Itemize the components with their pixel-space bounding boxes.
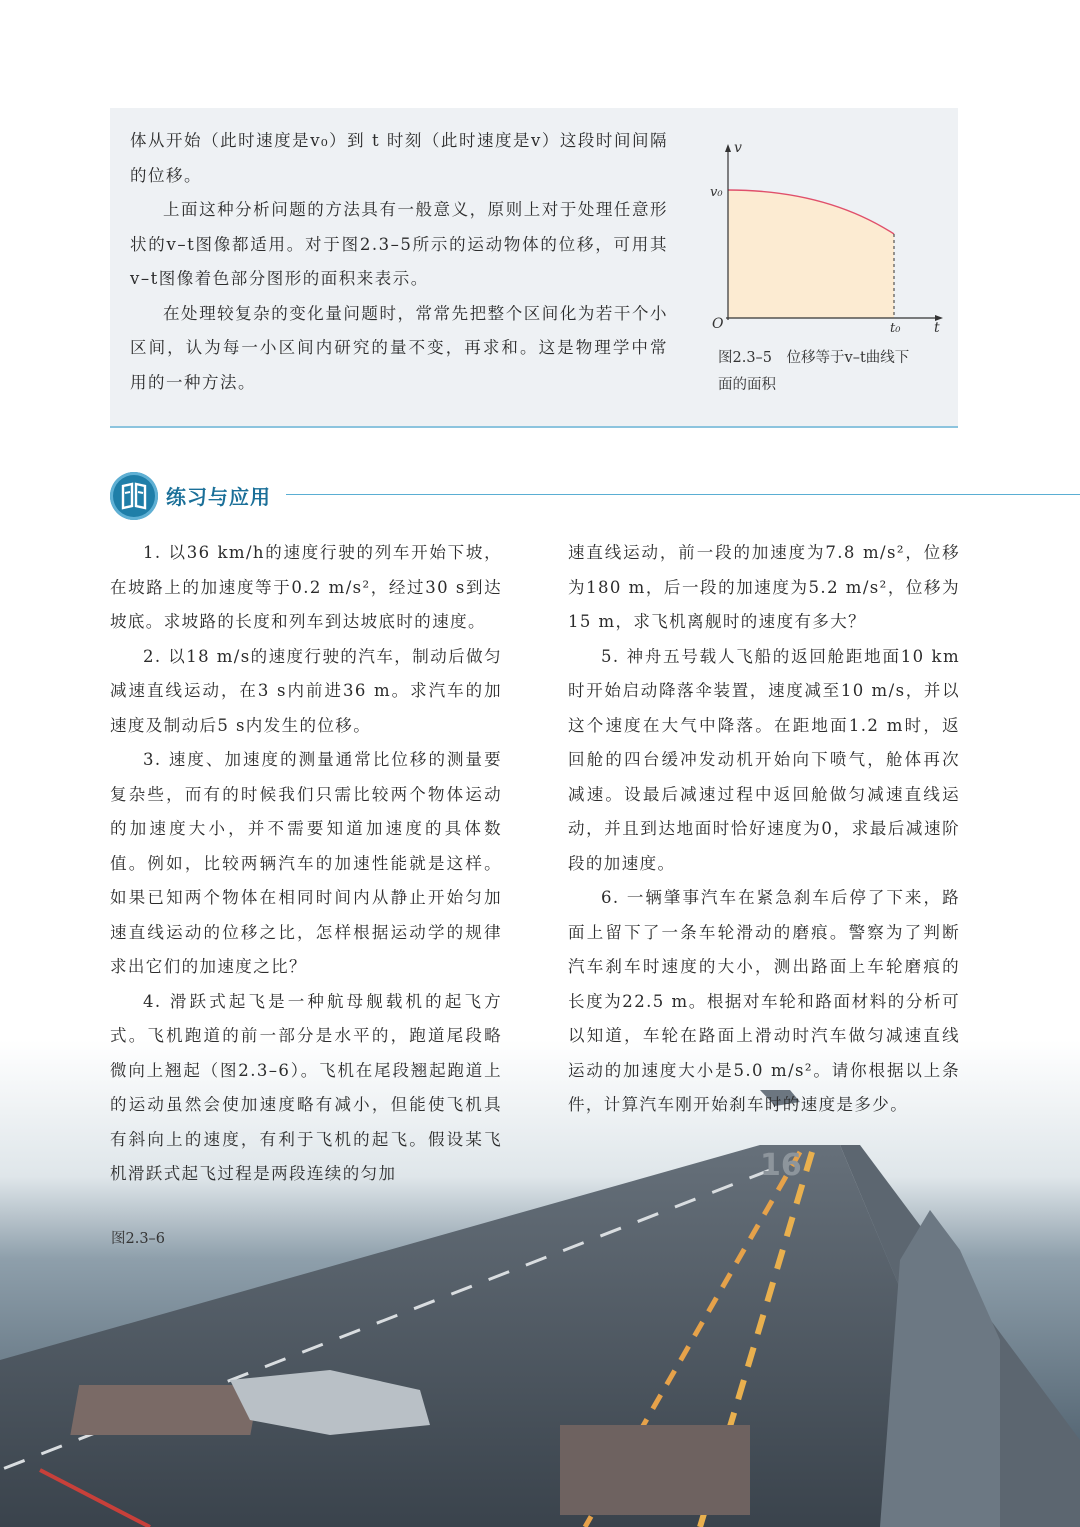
section-title: 练习与应用 — [166, 485, 271, 509]
figure-236-label: 图2.3–6 — [111, 1231, 166, 1247]
exercise-5: 5. 神舟五号载人飞船的返回舱距地面10 km时开始启动降落伞装置，速度减至10 m/s，并以这个速度在大气中降落。在距地面1.2 m时，返回舱的四台缓冲发动机开始向下喷气，舱体再次减速。设最后减速过程中返回舱做匀减速直线运动，并且到达地面时恰好速度为0，求最后减速阶段的加速度。 — [568, 646, 960, 873]
exercises-left-column — [110, 536, 502, 1192]
axis-label-v: v — [734, 140, 742, 156]
y-axis-arrow — [725, 144, 731, 152]
exercise-4: 4. 滑跃式起飞是一种航母舰载机的起飞方式。飞机跑道的前一部分是水平的，跑道尾段略微向上翘起（图2.3–6）。飞机在尾段翘起跑道上的运动虽然会使加速度略有减小，但能使飞机具有斜向上的速度，有利于飞机的起飞。假设某飞机滑跃式起飞过程是两段连续的匀加 — [110, 991, 502, 1183]
deck-number: 16 — [760, 1148, 802, 1183]
panel-divider — [110, 426, 958, 428]
intro-paragraph-1: 体从开始（此时速度是v₀）到 t 时刻（此时速度是v）这段时间间隔的位移。 — [130, 131, 668, 185]
exercises-right-column — [568, 536, 960, 1123]
area-under-curve — [728, 190, 894, 318]
axis-label-t: t — [934, 320, 940, 336]
practice-book-icon — [110, 472, 158, 520]
section-header — [110, 470, 1080, 522]
blast-deflector-right — [560, 1425, 750, 1515]
origin-label: O — [712, 316, 724, 332]
vt-graph-figure — [706, 138, 946, 338]
blast-deflector-left — [70, 1385, 259, 1435]
intro-paragraph-3: 在处理较复杂的变化量问题时，常常先把整个区间化为若干个小区间，认为每一小区间内研究的量不变，再求和。这是物理学中常用的一种方法。 — [130, 303, 668, 392]
v0-label: v₀ — [710, 185, 723, 200]
intro-text — [130, 124, 668, 400]
intro-paragraph-2: 上面这种分析问题的方法具有一般意义，原则上对于处理任意形状的v–t图像都适用。对于图2.3–5所示的运动物体的位移，可用其v–t图像着色部分图形的面积来表示。 — [130, 200, 668, 288]
exercise-2: 2. 以18 m/s的速度行驶的汽车，制动后做匀减速直线运动，在3 s内前进36 m。求汽车的加速度及制动后5 s内发生的位移。 — [110, 646, 502, 735]
exercise-6: 6. 一辆肇事汽车在紧急刹车后停了下来，路面上留下了一条车轮滑动的磨痕。警察为了判断汽车刹车时速度的大小，测出路面上车轮磨痕的长度为22.5 m。根据对车轮和路面材料的分析可以知道，车轮在路面上滑动时汽车做匀减速直线运动的加速度大小是5.0 m/s²。请你根据以上条件，计算汽车刚开始刹车时的速度是多少。 — [568, 888, 960, 1114]
exercise-4-continued: 速直线运动，前一段的加速度为7.8 m/s²，位移为180 m，后一段的加速度为5.2 m/s²，位移为15 m，求飞机离舰时的速度有多大？ — [568, 543, 960, 631]
exercise-3: 3. 速度、加速度的测量通常比位移的测量要复杂些，而有的时候我们只需比较两个物体运动的加速度大小，并不需要知道加速度的具体数值。例如，比较两辆汽车的加速性能就是这样。如果已知两个物体在相同时间内从静止开始匀加速直线运动的位移之比，怎样根据运动学的规律求出它们的加速度之比？ — [110, 750, 502, 976]
figure-235-caption — [718, 345, 948, 399]
caption-line-2: 面的面积 — [718, 377, 776, 393]
caption-line-1: 图2.3–5 位移等于v–t曲线下 — [718, 350, 910, 366]
exercise-1: 1. 以36 km/h的速度行驶的列车开始下坡，在坡路上的加速度等于0.2 m/s²，经过30 s到达坡底。求坡路的长度和列车到达坡底时的速度。 — [110, 543, 502, 631]
t0-label: t₀ — [890, 321, 901, 336]
section-rule — [286, 494, 1080, 495]
